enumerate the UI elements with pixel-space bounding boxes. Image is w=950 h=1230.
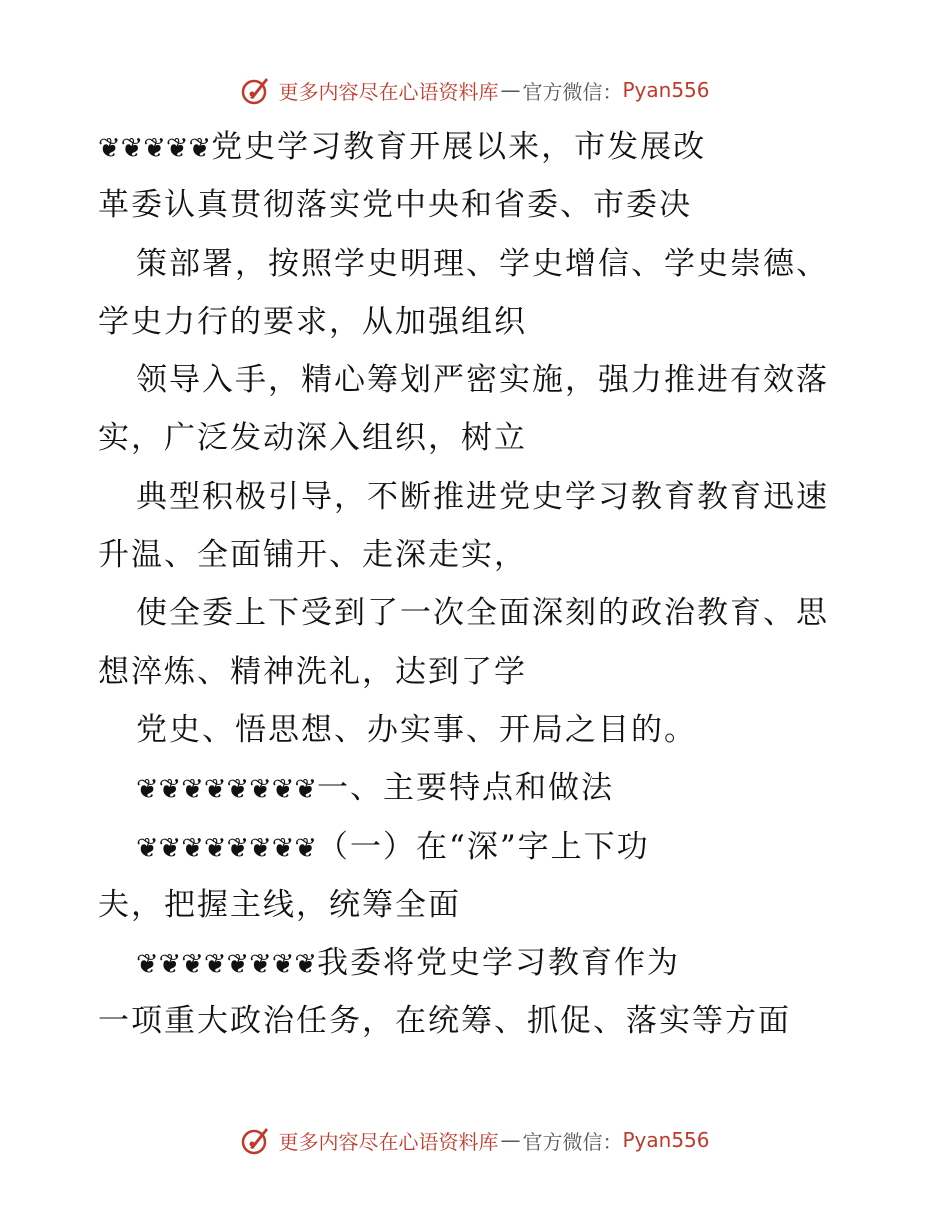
watermark-label: 官方微信：	[522, 1129, 623, 1154]
fleuron-ornaments: ❦❦❦❦❦❦❦❦	[136, 774, 317, 806]
watermark-site-text: 更多内容尽在心语资料库	[278, 1129, 499, 1154]
line-text: 策部署，按照学史明理、学史增信、学史崇德、	[136, 245, 829, 282]
text-line	[98, 701, 858, 759]
line-text: 一、主要特点和做法	[316, 770, 614, 807]
text-line	[98, 293, 858, 351]
header-watermark	[0, 70, 950, 110]
document-body	[98, 118, 858, 1051]
subsection-heading	[98, 818, 858, 876]
line-text: 党史学习教育开展以来，市发展改	[211, 129, 707, 165]
line-text: 我委将党史学习教育作为	[316, 945, 680, 982]
line-text: 学史力行的要求，从加强组织	[98, 303, 527, 340]
fleuron-ornaments: ❦❦❦❦❦❦❦❦	[136, 832, 317, 864]
fleuron-ornaments: ❦❦❦❦❦❦❦❦	[136, 949, 317, 981]
watermark-account: Pyan556	[622, 78, 710, 102]
line-text: 升温、全面铺开、走深走实，	[98, 537, 527, 574]
fleuron-ornaments: ❦❦❦❦❦	[98, 133, 212, 164]
quill-logo-icon	[240, 74, 272, 106]
line-text: 夫，把握主线，统筹全面	[98, 886, 461, 923]
section-heading	[98, 759, 858, 817]
line-text: 想淬炼、精神洗礼，达到了学	[98, 653, 527, 690]
text-line	[98, 351, 858, 409]
watermark-separator: —	[500, 1128, 521, 1152]
line-text: 一项重大政治任务，在统筹、抓促、落实等方面	[98, 1003, 791, 1040]
text-line	[98, 934, 858, 992]
text-line	[98, 235, 858, 293]
line-text: 实，广泛发动深入组织，树立	[98, 420, 527, 457]
text-line	[98, 118, 858, 176]
line-text: 革委认真贯彻落实党中央和省委、市委决	[98, 187, 692, 224]
line-text: 使全委上下受到了一次全面深刻的政治教育、思	[136, 595, 829, 632]
watermark-separator: —	[500, 78, 521, 102]
quill-logo-icon	[240, 1124, 272, 1156]
text-line	[98, 409, 858, 467]
text-line	[98, 643, 858, 701]
watermark-site-text: 更多内容尽在心语资料库	[278, 79, 499, 104]
text-line	[98, 468, 858, 526]
text-line	[98, 992, 858, 1050]
text-line	[98, 526, 858, 584]
text-line	[98, 584, 858, 642]
line-text: （一）在“深”字上下功	[316, 828, 650, 865]
text-line	[98, 876, 858, 934]
line-text: 典型积极引导，不断推进党史学习教育教育迅速	[136, 478, 829, 515]
watermark-label: 官方微信：	[522, 79, 623, 104]
footer-watermark	[0, 1120, 950, 1160]
watermark-account: Pyan556	[622, 1128, 710, 1152]
text-line	[98, 176, 858, 234]
line-text: 党史、悟思想、办实事、开局之目的。	[136, 711, 697, 748]
line-text: 领导入手，精心筹划严密实施，强力推进有效落	[136, 362, 829, 399]
